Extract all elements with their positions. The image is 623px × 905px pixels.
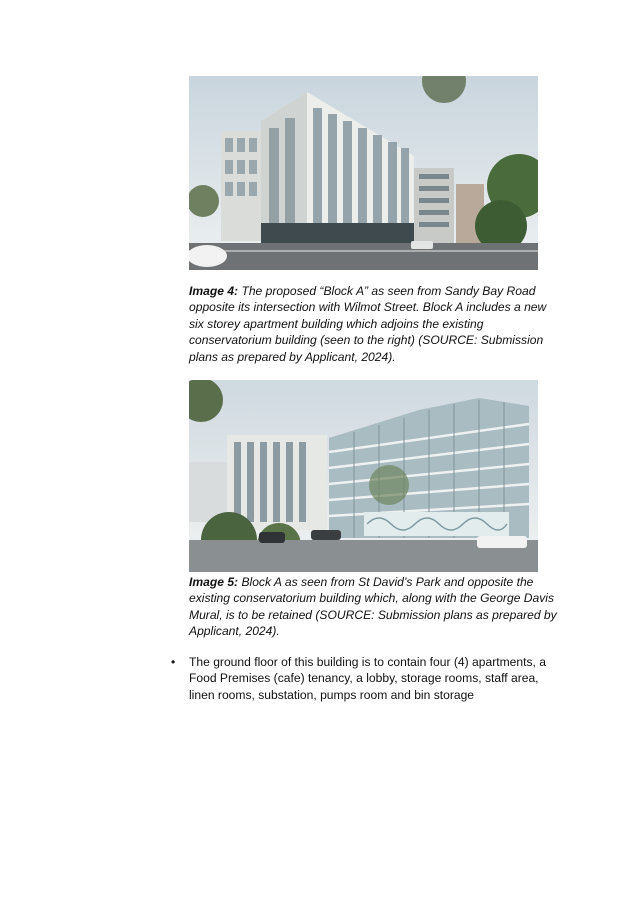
caption-text: The proposed “Block A” as seen from Sandy Bay Road opposite its intersection with Wilmot Street. Block A includes a new six storey apartment building which adjoins the existing conservatorium building (seen to the right) (SOURCE: Submission plans as prepared by Applicant, 2024). — [189, 284, 547, 364]
figure-label: Image 5: — [189, 575, 239, 589]
figure-caption-image-4 — [189, 283, 561, 365]
figure-image-5 — [189, 380, 538, 572]
figure-image-4 — [189, 76, 538, 270]
bullet-icon: • — [171, 655, 176, 669]
figure-label: Image 4: — [189, 284, 239, 298]
block-a-st-davids-park-render — [189, 380, 538, 572]
figure-caption-image-5 — [189, 574, 561, 640]
bullet-text: The ground floor of this building is to contain four (4) apartments, a Food Premises (cafe) tenancy, a lobby, storage rooms, staff area, linen rooms, substation, pumps room and bin storage — [189, 655, 546, 702]
block-a-sandy-bay-road-render — [189, 76, 538, 270]
caption-text: Block A as seen from St David’s Park and opposite the existing conservatorium building which, along with the George Davis Mural, is to be retained (SOURCE: Submission plans as prepared by Applicant, 2024). — [189, 575, 557, 639]
